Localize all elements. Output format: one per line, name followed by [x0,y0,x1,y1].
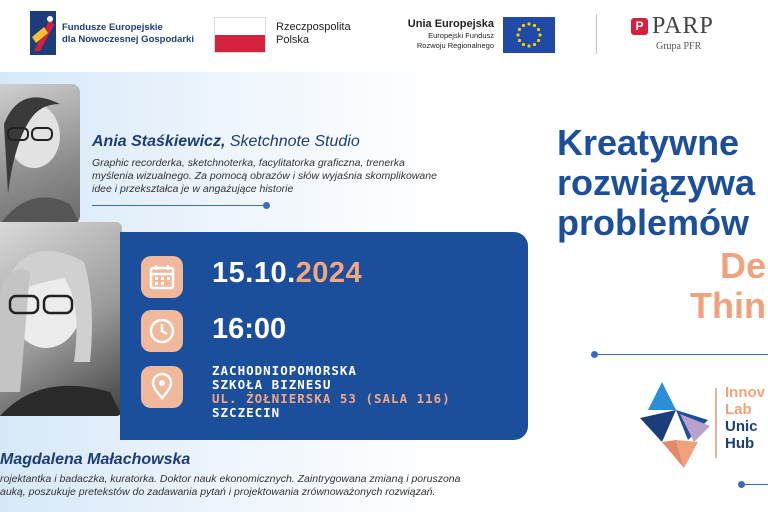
eu-flag-icon [503,17,555,53]
innovation-lab-divider [715,388,717,458]
eu-star [527,22,530,25]
parp-subtitle: Grupa PFR [656,41,702,52]
parp-logo-text: PARP [652,13,714,39]
eu-star [518,28,521,31]
event-date: 15.10.2024 [212,257,363,289]
clock-icon [141,310,183,352]
fundusze-europejskie-logo [30,11,56,55]
eu-star [522,43,525,46]
polish-flag-icon [214,17,266,53]
eu-star [522,24,525,27]
decorative-dot [263,202,270,209]
event-location: ZACHODNIOPOMORSKA SZKOŁA BIZNESU UL. ŻOŁNIERSKA 53 (SALA 116) SZCZECIN [212,363,451,420]
eu-star [538,33,541,36]
speaker1-photo [0,84,80,224]
speaker1-bio: Graphic recorderka, sketchnoterka, facylitatorka graficzna, trenerka myślenia wizualnego. Za pomocą obrazów i słów wyjaśnia skomplikowane idee i przekształca je w angażujące historie [92,157,437,195]
eu-star [518,39,521,42]
eu-star [533,43,536,46]
decorative-dot [591,351,598,358]
event-title: Kreatywne rozwiązywa problemów [557,122,756,243]
event-subtitle: De Thin [690,245,767,326]
eu-star [533,24,536,27]
logo-divider [596,14,597,54]
location-pin-icon [141,366,183,408]
speaker2-photo [0,222,122,416]
eu-star [537,39,540,42]
unia-europejska-text: Unia Europejska Europejski Fundusz Rozwoju Regionalnego [407,18,494,50]
speaker2-bio: rojektantka i badaczka, kuratorka. Doktor nauk ekonomicznych. Zaintrygowana zmianą i poruszona auką, poszukuje pretekstów do zadawania pytań i projektowania zrównoważonych rozwiązań. [0,473,461,498]
speaker2-name: Magdalena Małachowska [0,451,191,468]
speaker1-name: Ania Staśkiewicz, Sketchnote Studio [92,133,360,150]
decorative-line [742,484,768,485]
eu-star [516,33,519,36]
decorative-line [595,354,768,355]
eu-star [527,44,530,47]
event-time: 16:00 [212,313,287,345]
innovation-lab-text: Innov Lab Unic Hub [725,384,765,452]
logo-bar [0,0,768,72]
innovation-lab-logo-icon [640,380,710,470]
parp-mark-icon: P [631,18,648,35]
decorative-dot [738,481,745,488]
calendar-icon [141,256,183,298]
fundusze-europejskie-text: Fundusze Europejskie dla Nowoczesnej Gospodarki [62,22,194,45]
eu-star [537,28,540,31]
decorative-line [92,205,264,206]
rzeczpospolita-text: Rzeczpospolita Polska [276,21,351,46]
